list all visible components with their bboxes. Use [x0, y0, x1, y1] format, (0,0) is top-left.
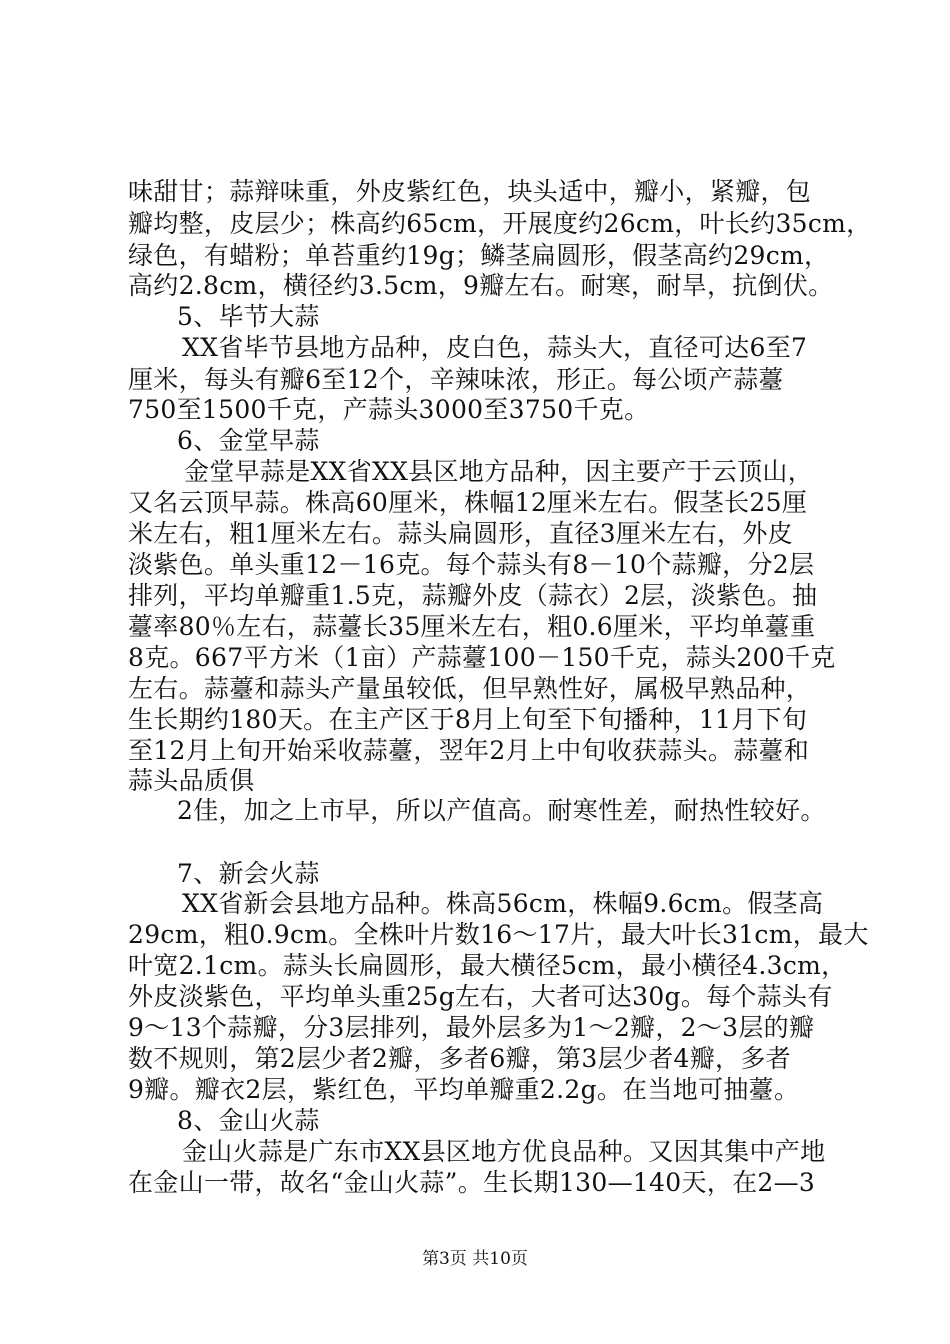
text-line: 生长期约180天。在主产区于8月上旬至下旬播种，11月下旬: [128, 705, 808, 734]
text-line: 又名云顶早蒜。株高60厘米，株幅12厘米左右。假茎长25厘: [128, 488, 808, 517]
text-line: 750至1500千克，产蒜头3000至3750千克。: [128, 395, 650, 424]
text-line: 厘米，每头有瓣6至12个，辛辣味浓，形正。每公顷产蒜薹: [128, 365, 784, 394]
text-line: 高约2.8cm，横径约3.5cm，9瓣左右。耐寒，耐旱，抗倒伏。: [128, 271, 834, 300]
section-heading: 6、金堂早蒜: [177, 426, 320, 455]
text-line: 瓣均整，皮层少；株高约65cm，开展度约26cm，叶长约35cm，: [128, 209, 872, 238]
section-heading: 8、金山火蒜: [177, 1106, 320, 1135]
text-line: 9～13个蒜瓣，分3层排列，最外层多为1～2瓣，2～3层的瓣: [128, 1013, 815, 1042]
text-line: 绿色，有蜡粉；单苔重约19g；鳞茎扁圆形，假茎高约29cm，: [128, 241, 830, 270]
text-line: 味甜甘；蒜辩味重，外皮紫红色，块头适中，瓣小，紧瓣，包: [128, 177, 812, 206]
text-line: 米左右，粗1厘米左右。蒜头扁圆形，直径3厘米左右，外皮: [128, 519, 793, 548]
section-heading: 7、新会火蒜: [177, 859, 320, 888]
page-footer: 第3页 共10页: [422, 1249, 528, 1269]
text-line: 8克。667平方米（1亩）产蒜薹100－150千克，蒜头200千克: [128, 643, 836, 672]
text-line: 排列，平均单瓣重1.5克，蒜瓣外皮（蒜衣）2层，淡紫色。抽: [128, 581, 818, 610]
text-line: 蒜头品质俱: [128, 766, 255, 795]
text-line: XX省毕节县地方品种，皮白色，蒜头大，直径可达6至7: [182, 333, 808, 362]
text-line: 叶宽2.1cm。蒜头长扁圆形，最大横径5cm，最小横径4.3cm，: [128, 951, 847, 980]
section-heading: 5、毕节大蒜: [177, 302, 320, 331]
text-line: 金山火蒜是广东市XX县区地方优良品种。又因其集中产地: [182, 1137, 826, 1166]
text-line: 29cm，粗0.9cm。全株叶片数16～17片，最大叶长31cm，最大: [128, 920, 869, 949]
text-line: 淡紫色。单头重12－16克。每个蒜头有8－10个蒜瓣，分2层: [128, 550, 815, 579]
text-line: 2佳，加之上市早，所以产值高。耐寒性差，耐热性较好。: [177, 796, 826, 825]
text-line: 金堂早蒜是XX省XX县区地方品种，因主要产于云顶山，: [184, 457, 813, 486]
text-line: 在金山一带，故名“金山火蒜”。生长期130—140天，在2—3: [128, 1168, 816, 1197]
text-line: 9瓣。瓣衣2层，紫红色，平均单瓣重2.2g。在当地可抽薹。: [128, 1075, 800, 1104]
text-line: 外皮淡紫色，平均单头重25g左右，大者可达30g。每个蒜头有: [128, 982, 833, 1011]
text-line: XX省新会县地方品种。株高56cm，株幅9.6cm。假茎高: [182, 889, 824, 918]
text-line: 至12月上旬开始采收蒜薹，翌年2月上中旬收获蒜头。蒜薹和: [128, 736, 810, 765]
text-line: 薹率80％左右，蒜薹长35厘米左右，粗0.6厘米，平均单薹重: [128, 612, 816, 641]
text-line: 数不规则，第2层少者2瓣，多者6瓣，第3层少者4瓣，多者: [128, 1044, 791, 1073]
text-line: 左右。蒜薹和蒜头产量虽较低，但早熟性好，属极早熟品种，: [128, 674, 812, 703]
